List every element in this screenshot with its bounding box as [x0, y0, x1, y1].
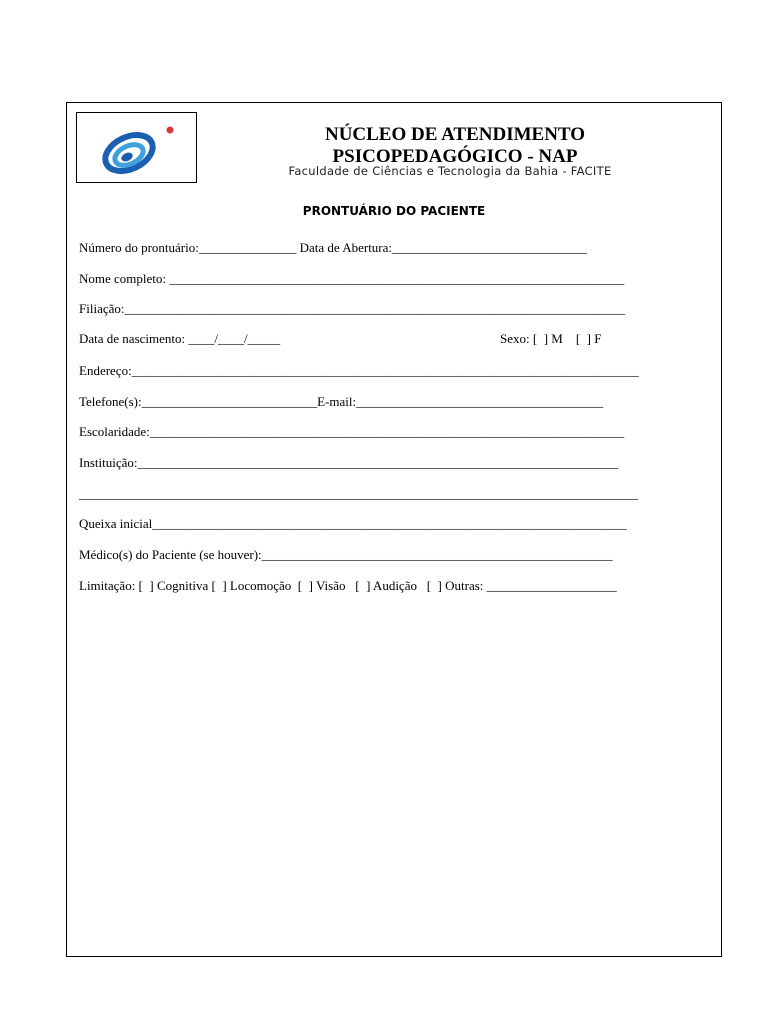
logo-box	[76, 112, 197, 183]
field-address[interactable]: Endereço:______________________________________________________________________________	[79, 363, 639, 378]
field-full-name[interactable]: Nome completo: ______________________________________________________________________	[79, 271, 625, 286]
page-title-line1: NÚCLEO DE ATENDIMENTO	[324, 124, 586, 145]
field-birth-date[interactable]: Data de nascimento: ____/____/_____	[79, 331, 281, 346]
field-institution-continued[interactable]: ______________________________________________________________________________________	[79, 486, 638, 501]
swirl-logo-icon	[77, 113, 196, 182]
field-limitations[interactable]: Limitação: [ ] Cognitiva [ ] Locomoção [ ] Visão [ ] Audição [ ] Outras: ____________________	[79, 578, 617, 593]
field-parentage[interactable]: Filiação:_____________________________________________________________________________	[79, 301, 625, 316]
field-institution[interactable]: Instituição:__________________________________________________________________________	[79, 455, 619, 470]
page-title-line2: PSICOPEDAGÓGICO - NAP	[332, 146, 578, 167]
field-education[interactable]: Escolaridade:_________________________________________________________________________	[79, 424, 625, 439]
institution-subtitle: Faculdade de Ciências e Tecnologia da Bahia - FACITE	[288, 164, 612, 178]
field-physicians[interactable]: Médico(s) do Paciente (se houver):______________________________________________________	[79, 547, 613, 562]
field-initial-complaint[interactable]: Queixa inicial_________________________________________________________________________	[79, 516, 627, 531]
field-sex[interactable]: Sexo: [ ] M [ ] F	[500, 331, 602, 346]
field-record-number[interactable]: Número do prontuário:_______________ Data de Abertura:______________________________	[79, 240, 588, 255]
field-phone-email[interactable]: Telefone(s):___________________________E-mail:______________________________________	[79, 394, 604, 409]
form-title: PRONTUÁRIO DO PACIENTE	[302, 204, 486, 218]
